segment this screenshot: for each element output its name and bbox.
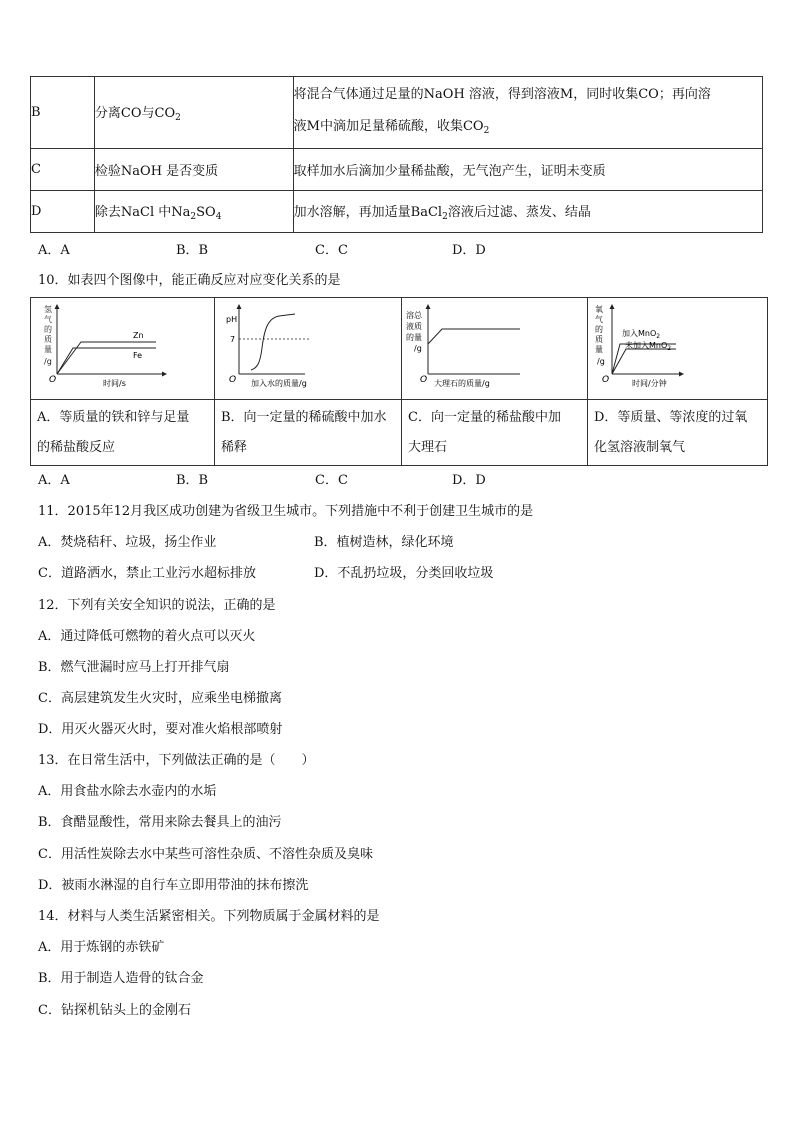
q14-option-a[interactable]: A．用于炼钢的赤铁矿 — [38, 940, 165, 955]
q10-graph-1-cell — [31, 298, 215, 400]
q10-graph-table — [30, 297, 768, 466]
graph-4-label-no-catalyst — [625, 340, 671, 352]
q13-option-d[interactable]: D．被雨水淋湿的自行车立即用带油的抹布擦洗 — [38, 878, 309, 893]
graph-3-ylabel — [406, 310, 423, 353]
q10-graph-4 — [588, 298, 767, 395]
q11-option-c[interactable]: C．道路洒水，禁止工业污水超标排放 — [38, 566, 256, 581]
graph-2-y-arrow — [237, 304, 242, 309]
graph-4-line-no-catalyst — [612, 349, 676, 374]
q9-table — [30, 76, 763, 233]
graph-4-label-no-catalyst-text: 未加入MnO — [625, 341, 668, 350]
graph-3-ylabel-line: 液质 — [406, 322, 422, 331]
q9-answer-options — [38, 243, 758, 259]
q12-option-a[interactable]: A．通过降低可燃物的着火点可以灭火 — [38, 629, 256, 644]
q13-option-c[interactable]: C．用活性炭除去水中某些可溶性杂质、不溶性杂质及臭味 — [38, 847, 373, 862]
graph-1-label-fe: Fe — [133, 351, 143, 360]
q11-option-d[interactable]: D．不乱扔垃圾，分类回收垃圾 — [314, 566, 494, 581]
q9-row-d-letter: D — [31, 191, 95, 233]
q10-graph-4-cell — [588, 298, 768, 400]
q14-option-c[interactable]: C．钻探机钻头上的金刚石 — [38, 1003, 191, 1018]
q9-option-a[interactable]: A．A — [38, 243, 70, 258]
q12-option-c[interactable]: C．高层建筑发生火灾时，应乘坐电梯撤离 — [38, 691, 282, 706]
q12-option-d[interactable]: D．用灭火器灭火时，要对准火焰根部喷射 — [38, 722, 283, 737]
q9-option-d[interactable]: D．D — [452, 243, 486, 258]
q9-row-b — [31, 77, 763, 149]
graph-1-ylabel-char: 质 — [44, 335, 52, 344]
graph-1-x-arrow — [162, 372, 167, 377]
q14-stem: 14．材料与人类生活紧密相关。下列物质属于金属材料的是 — [38, 909, 380, 924]
q10-graph-row — [31, 298, 768, 400]
q9-option-c[interactable]: C．C — [315, 243, 348, 258]
graph-4-y-arrow — [610, 304, 615, 309]
q9-row-d-goal: 除去NaCl 中$Na_2SO_4$ — [94, 191, 293, 233]
graph-2-ylabel: pH — [226, 315, 238, 324]
graph-4-label-catalyst — [622, 328, 660, 340]
graph-4-ylabel-char: 量 — [595, 345, 603, 354]
graph-3-ylabel-line: 溶总 — [406, 311, 422, 320]
q10-graph-3 — [402, 298, 587, 395]
graph-1-origin: O — [49, 375, 57, 385]
graph-1-ylabel-char: 气 — [44, 315, 52, 324]
q10-stem: 10．如表四个图像中，能正确反应对应变化关系的是 — [38, 273, 341, 288]
graph-1-ylabel-char: 氢 — [44, 305, 52, 314]
graph-4-ylabel-char: 氧 — [595, 305, 603, 314]
q9-row-d — [31, 191, 763, 233]
q13-option-b[interactable]: B．食醋显酸性，常用来除去餐具上的油污 — [38, 815, 282, 830]
graph-4-xlabel: 时间/分钟 — [632, 379, 667, 388]
q10-option-a[interactable]: A．A — [38, 473, 70, 488]
graph-1-label-zn: Zn — [133, 331, 144, 340]
q10-option-c[interactable]: C．C — [315, 473, 348, 488]
graph-2-xlabel: 加入水的质量/g — [251, 379, 307, 388]
graph-3-ylabel-line: 的量 — [406, 333, 422, 342]
q9-row-d-method: 加水溶解，再加适量BaCl$_2$溶液后过滤、蒸发、结晶 — [293, 191, 762, 233]
q10-graph-1 — [31, 298, 214, 395]
graph-2-yvalue: 7 — [230, 335, 236, 344]
graph-1-ylabel-char: 的 — [44, 325, 52, 334]
graph-4-label-no-catalyst-sub: 2 — [667, 345, 672, 352]
q9-row-c-method: 取样加水后滴加少量稀盐酸，无气泡产生，证明未变质 — [293, 149, 762, 191]
q10-graph-2-cell — [215, 298, 402, 400]
q10-caption-d[interactable]: D．等质量、等浓度的过氧 化氢溶液制氧气 — [588, 400, 768, 466]
q9-row-c-goal: 检验NaOH 是否变质 — [94, 149, 293, 191]
q10-caption-c[interactable]: C．向一定量的稀盐酸中加 大理石 — [402, 400, 588, 466]
graph-4-label-catalyst-sub: 2 — [656, 333, 661, 340]
graph-1-ylabel-unit: /g — [44, 357, 52, 366]
graph-3-line — [428, 329, 520, 344]
q12-option-b[interactable]: B．燃气泄漏时应马上打开排气扇 — [38, 660, 230, 675]
q9-row-c-letter: C — [31, 149, 95, 191]
graph-4-x-arrow — [679, 372, 684, 377]
q14-option-b[interactable]: B．用于制造人造骨的钛合金 — [38, 971, 204, 986]
q10-option-d[interactable]: D．D — [452, 473, 486, 488]
graph-2-origin: O — [229, 375, 237, 385]
q10-graph-3-cell — [402, 298, 588, 400]
graph-4-ylabel-char: 质 — [595, 335, 603, 344]
q10-answer-options — [38, 473, 758, 489]
q10-caption-row — [31, 400, 768, 466]
q10-caption-a[interactable]: A．等质量的铁和锌与足量 的稀盐酸反应 — [31, 400, 215, 466]
q13-stem: 13．在日常生活中，下列做法正确的是（ ） — [38, 753, 315, 768]
graph-4-ylabel — [595, 304, 605, 366]
q11-stem: 11．2015年12月我区成功创建为省级卫生城市。下列措施中不利于创建卫生城市的是 — [38, 504, 534, 519]
q10-option-b[interactable]: B．B — [176, 473, 209, 488]
q9-row-b-letter: B — [31, 77, 95, 149]
graph-3-xlabel: 大理石的质量/g — [434, 379, 490, 388]
q12-stem: 12．下列有关安全知识的说法，正确的是 — [38, 598, 276, 613]
graph-1-y-arrow — [55, 304, 60, 309]
graph-4-ylabel-unit: /g — [597, 357, 605, 366]
q9-row-c — [31, 149, 763, 191]
graph-1-xlabel: 时间/s — [103, 379, 126, 388]
q10-graph-2 — [215, 298, 401, 395]
q11-option-b[interactable]: B．植树造林，绿化环境 — [314, 535, 454, 550]
graph-4-label-catalyst-text: 加入MnO — [622, 329, 657, 338]
graph-4-ylabel-char: 的 — [595, 325, 603, 334]
graph-3-ylabel-unit: /g — [414, 344, 422, 353]
graph-3-y-arrow — [426, 304, 431, 309]
graph-4-ylabel-char: 气 — [595, 315, 603, 324]
graph-2-curve — [251, 314, 295, 370]
q9-option-b[interactable]: B．B — [176, 243, 209, 258]
q9-row-b-goal: 分离CO与$CO_2$ — [94, 77, 293, 149]
graph-3-origin: O — [420, 375, 428, 385]
q11-option-a[interactable]: A．焚烧秸秆、垃圾，扬尘作业 — [38, 535, 217, 550]
q10-caption-b[interactable]: B．向一定量的稀硫酸中加水 稀释 — [215, 400, 402, 466]
q13-option-a[interactable]: A．用食盐水除去水壶内的水垢 — [38, 784, 217, 799]
graph-1-ylabel — [44, 304, 52, 366]
graph-1-ylabel-char: 量 — [44, 345, 52, 354]
graph-4-origin: O — [602, 375, 610, 385]
q9-row-b-method: 将混合气体通过足量的NaOH 溶液，得到溶液M，同时收集CO；再向溶 液M中滴加足量稀硫酸，收集$CO_2$ — [293, 77, 762, 149]
